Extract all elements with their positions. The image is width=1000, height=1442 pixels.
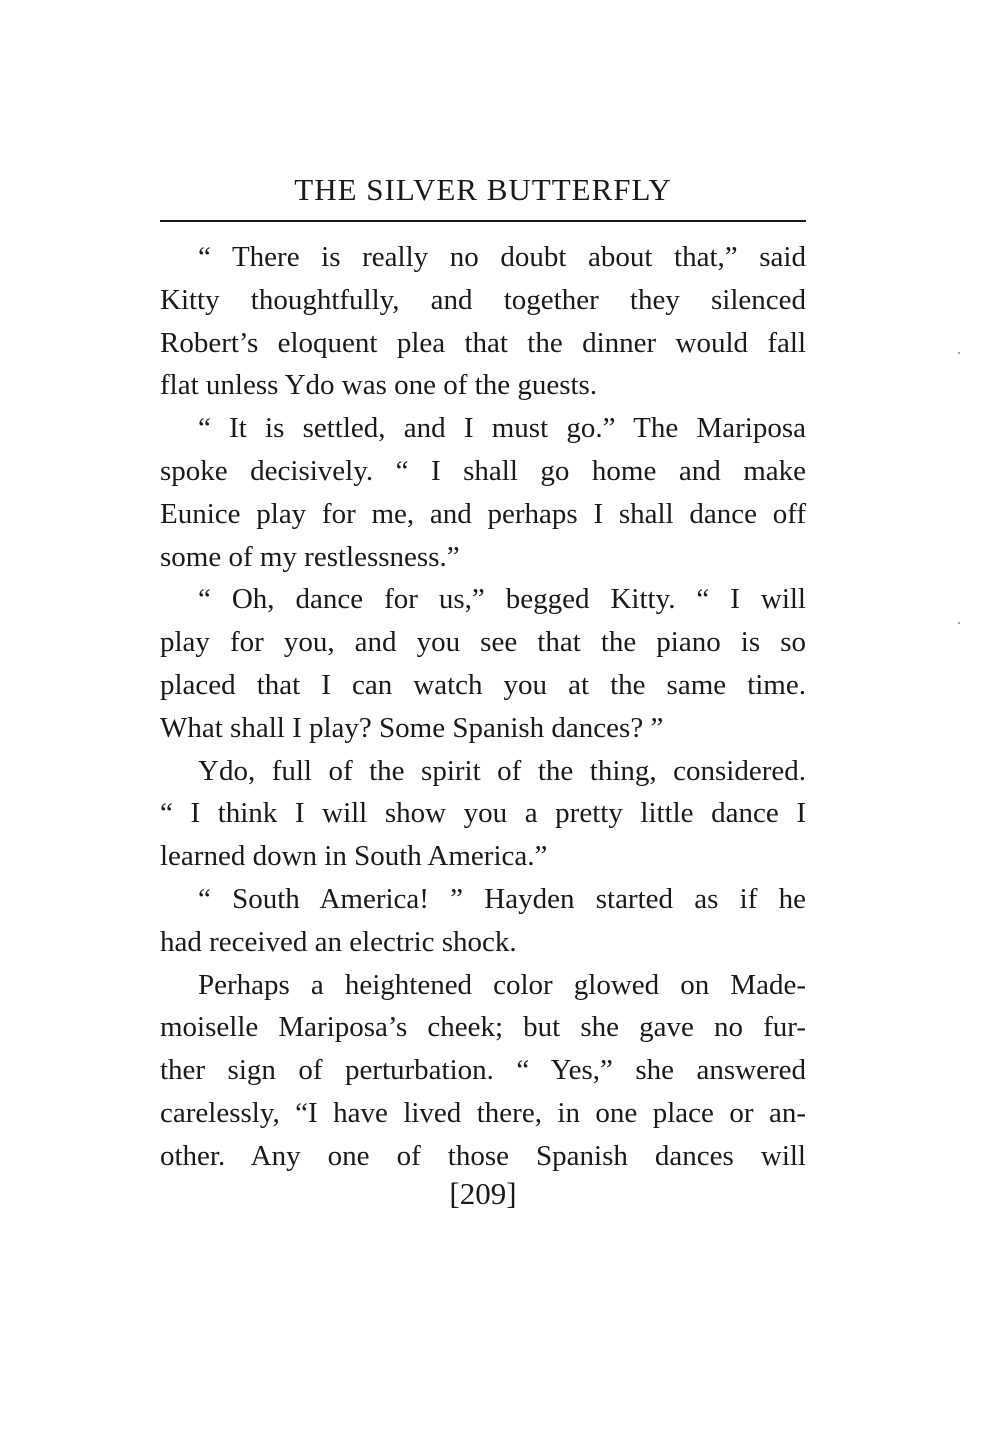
- text-line: “ There is really no doubt about that,” said: [198, 241, 806, 273]
- text-line: had received an electric shock.: [160, 925, 517, 958]
- body-text: [160, 236, 806, 1178]
- scan-speck: [958, 352, 960, 354]
- text-line: “ It is settled, and I must go.” The Mariposa: [198, 412, 806, 445]
- text-line: other. Any one of those Spanish dances will: [160, 1139, 806, 1172]
- text-line: spoke decisively. “ I shall go home and make: [160, 454, 806, 487]
- text-line: play for you, and you see that the piano is so: [160, 626, 806, 659]
- text-line: Robert’s eloquent plea that the dinner would fall: [160, 326, 806, 359]
- text-line: Perhaps a heightened color glowed on Made-: [198, 968, 806, 1001]
- page-number: [209]: [449, 1176, 517, 1211]
- text-line: Eunice play for me, and perhaps I shall dance off: [160, 497, 806, 530]
- text-line: carelessly, “I have lived there, in one place or an-: [160, 1096, 806, 1129]
- text-line: “ I think I will show you a pretty little dance I: [160, 797, 806, 830]
- text-line: moiselle Mariposa’s cheek; but she gave no fur-: [160, 1011, 806, 1044]
- text-line: flat unless Ydo was one of the guests.: [160, 369, 598, 402]
- text-line: “ South America! ” Hayden started as if he: [198, 882, 806, 915]
- text-line: Kitty thoughtfully, and together they silenced: [160, 283, 806, 316]
- text-line: some of my restlessness.”: [160, 540, 460, 573]
- text-line: “ Oh, dance for us,” begged Kitty. “ I will: [198, 583, 806, 616]
- running-head: THE SILVER BUTTERFLY: [294, 172, 672, 207]
- scan-speck: [958, 622, 960, 624]
- text-line: ther sign of perturbation. “ Yes,” she answered: [160, 1054, 806, 1087]
- text-line: placed that I can watch you at the same time.: [160, 668, 806, 701]
- text-line: learned down in South America.”: [160, 840, 548, 873]
- header-rule: [160, 220, 806, 222]
- text-line: Ydo, full of the spirit of the thing, considered.: [198, 754, 806, 787]
- text-line: What shall I play? Some Spanish dances? ”: [160, 711, 664, 744]
